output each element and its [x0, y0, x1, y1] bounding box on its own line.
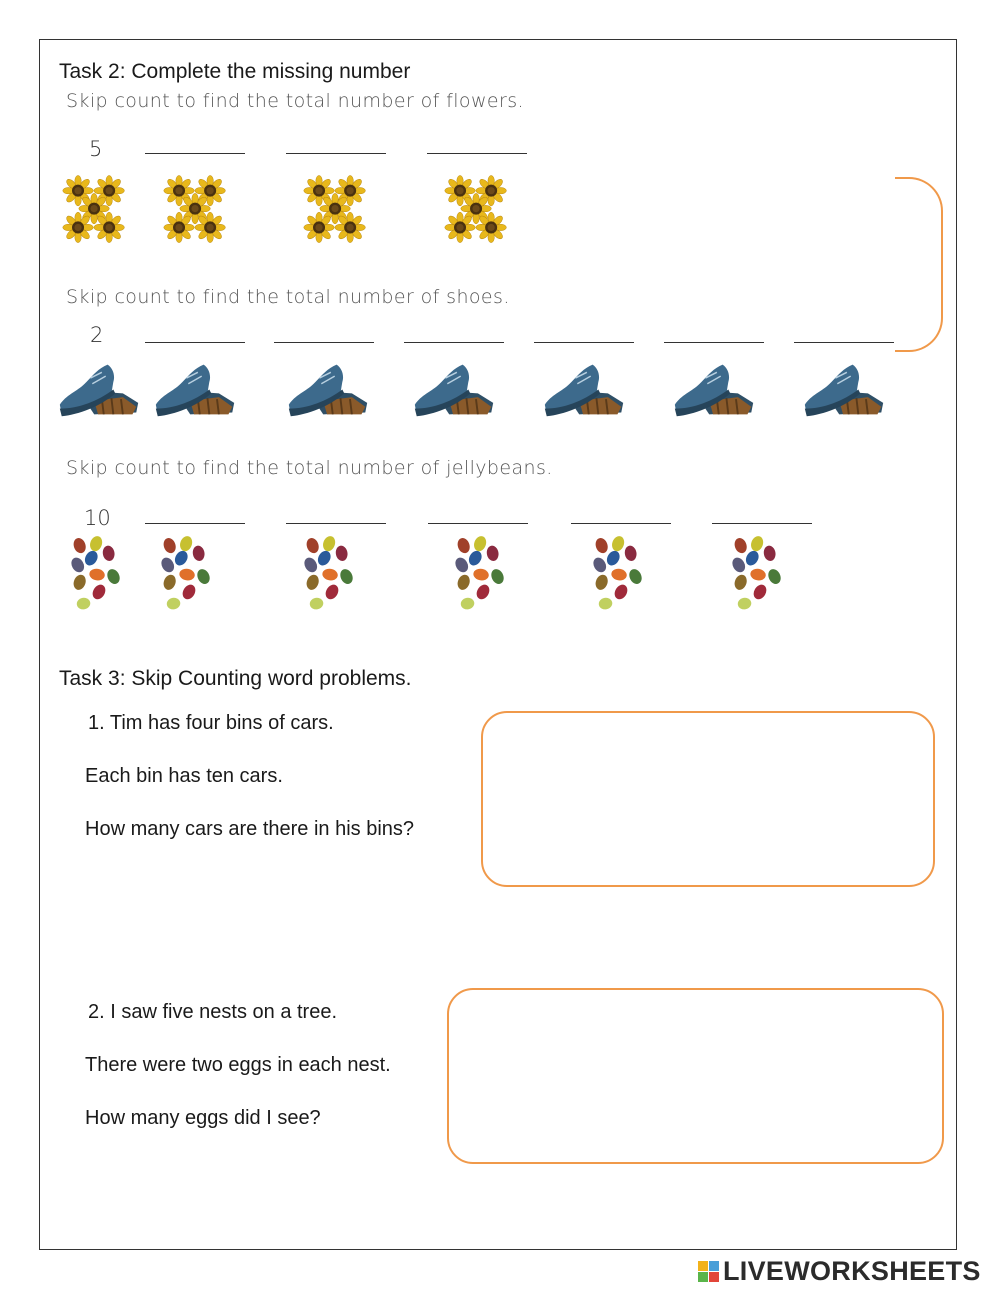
shoe-pair-icon	[671, 358, 757, 422]
jellybeans-blank-4[interactable]	[571, 523, 671, 524]
jellybeans-answer-4[interactable]	[571, 495, 675, 523]
shoes-answer-1[interactable]	[145, 314, 249, 342]
jellybeans-blank-2[interactable]	[286, 523, 386, 524]
shoes-instruction: Skip count to find the total number of shoes.	[66, 286, 510, 308]
shoes-answer-5[interactable]	[664, 314, 768, 342]
flowers-blank-3[interactable]	[427, 153, 527, 154]
jellybean-pile-icon	[303, 535, 361, 619]
jellybeans-blank-3[interactable]	[428, 523, 528, 524]
problem2-answer-box[interactable]	[447, 988, 944, 1164]
task2-title: Task 2: Complete the missing number	[59, 60, 411, 83]
jellybeans-answer-2[interactable]	[286, 495, 390, 523]
jellybean-pile-icon	[160, 535, 218, 619]
sunflower-group-icon	[163, 174, 229, 246]
shoes-answer-2[interactable]	[274, 314, 378, 342]
task3-title: Task 3: Skip Counting word problems.	[59, 667, 412, 690]
jellybeans-blank-5[interactable]	[712, 523, 812, 524]
shoe-pair-icon	[541, 358, 627, 422]
flowers-blank-1[interactable]	[145, 153, 245, 154]
sunflower-group-icon	[303, 174, 369, 246]
jellybeans-start-number: 10	[84, 506, 111, 530]
shoes-blank-6[interactable]	[794, 342, 894, 343]
sunflower-group-icon	[62, 174, 128, 246]
shoes-blank-4[interactable]	[534, 342, 634, 343]
problem2-line2: There were two eggs in each nest.	[85, 1054, 391, 1076]
problem1-line3: How many cars are there in his bins?	[85, 818, 415, 840]
shoes-blank-5[interactable]	[664, 342, 764, 343]
jellybeans-instruction: Skip count to find the total number of jellybeans.	[66, 457, 553, 479]
shoe-pair-icon	[801, 358, 887, 422]
shoes-answer-4[interactable]	[534, 314, 638, 342]
shoes-blank-1[interactable]	[145, 342, 245, 343]
shoe-pair-icon	[285, 358, 371, 422]
problem1-line2: Each bin has ten cars.	[85, 765, 283, 787]
jellybeans-answer-5[interactable]	[712, 495, 816, 523]
shoe-pair-icon	[411, 358, 497, 422]
flowers-instruction: Skip count to find the total number of flowers.	[66, 90, 524, 112]
jellybeans-answer-3[interactable]	[428, 495, 532, 523]
jellybeans-answer-1[interactable]	[145, 495, 249, 523]
flowers-answer-3[interactable]	[427, 125, 531, 153]
problem1-answer-input[interactable]	[483, 713, 933, 885]
orange-bracket	[895, 177, 943, 352]
jellybean-pile-icon	[592, 535, 650, 619]
flowers-answer-1[interactable]	[145, 125, 249, 153]
jellybean-pile-icon	[454, 535, 512, 619]
problem1-answer-box[interactable]	[481, 711, 935, 887]
problem2-line1: 2. I saw five nests on a tree.	[88, 1001, 338, 1023]
shoe-pair-icon	[56, 358, 142, 422]
shoe-pair-icon	[152, 358, 238, 422]
flowers-answer-2[interactable]	[286, 125, 390, 153]
shoes-blank-3[interactable]	[404, 342, 504, 343]
shoes-answer-3[interactable]	[404, 314, 508, 342]
problem2-line3: How many eggs did I see?	[85, 1107, 321, 1129]
shoes-blank-2[interactable]	[274, 342, 374, 343]
sunflower-group-icon	[444, 174, 510, 246]
flowers-blank-2[interactable]	[286, 153, 386, 154]
jellybean-pile-icon	[70, 535, 128, 619]
jellybean-pile-icon	[731, 535, 789, 619]
logo-brand-text: LIVEWORKSHEETS	[723, 1256, 981, 1286]
shoes-answer-6[interactable]	[794, 314, 898, 342]
logo-cube-icon	[698, 1261, 719, 1282]
shoes-start-number: 2	[90, 323, 104, 347]
liveworksheets-logo	[698, 1256, 981, 1287]
flowers-start-number: 5	[89, 137, 103, 161]
problem1-line1: 1. Tim has four bins of cars.	[88, 712, 334, 734]
problem2-answer-input[interactable]	[449, 990, 942, 1162]
jellybeans-blank-1[interactable]	[145, 523, 245, 524]
